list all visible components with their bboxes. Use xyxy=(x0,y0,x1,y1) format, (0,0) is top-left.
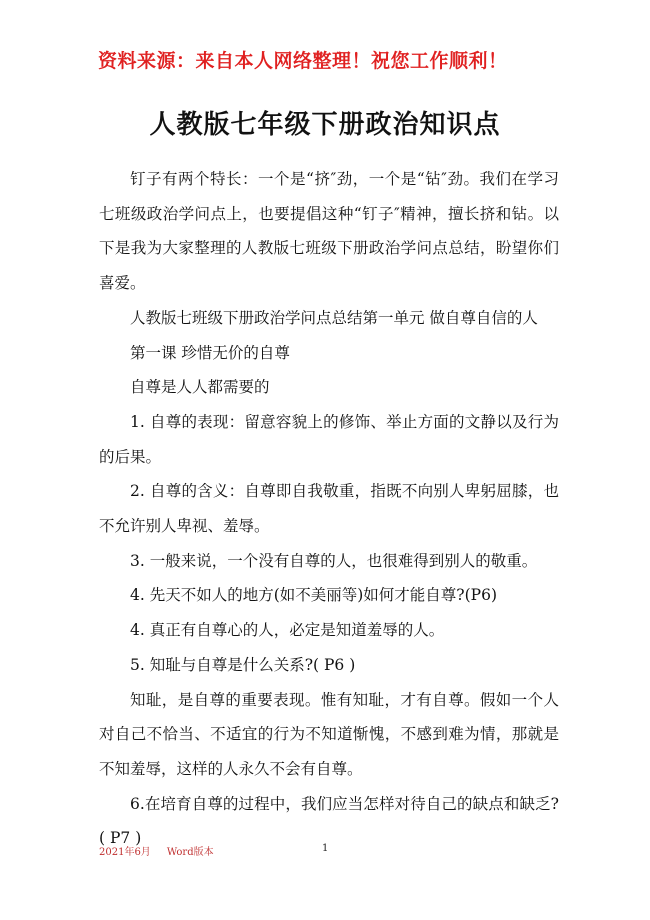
paragraph-item-4a: 4. 先天不如人的地方(如不美丽等)如何才能自尊?(P6) xyxy=(130,586,498,605)
paragraph-item-6: 6.在培育自尊的过程中，我们应当怎样对待自己的缺点和缺乏?( P7 ) xyxy=(99,794,559,848)
footer-info xyxy=(99,843,214,858)
document-body xyxy=(99,162,559,856)
paragraph-lesson-heading: 第一课 珍惜无价的自尊 xyxy=(130,343,290,362)
paragraph-section-heading: 自尊是人人都需要的 xyxy=(130,378,270,397)
paragraph-item-5: 5. 知耻与自尊是什么关系?( P6 ) xyxy=(130,655,356,674)
paragraph-unit-heading: 人教版七班级下册政治学问点总结第一单元 做自尊自信的人 xyxy=(130,308,538,327)
paragraph-item-2: 2. 自尊的含义：自尊即自我敬重，指既不向别人卑躬屈膝，也不允许别人卑视、羞辱。 xyxy=(99,482,559,536)
paragraph-item-3: 3. 一般来说，一个没有自尊的人，也很难得到别人的敬重。 xyxy=(130,551,538,570)
footer-date: 2021年6月 xyxy=(99,847,151,858)
paragraph-intro: 钉子有两个特长：一个是“挤″劲，一个是“钻″劲。我们在学习七班级政治学问点上，也要提倡这种“钉子″精神，擅长挤和钻。以下是我为大家整理的人教版七班级下册政治学问点总结，盼望你们喜爱。 xyxy=(99,170,559,293)
footer-edition: Word版本 xyxy=(166,847,214,858)
paragraph-item-5-answer: 知耻，是自尊的重要表现。惟有知耻，才有自尊。假如一个人对自己不恰当、不适宜的行为不知道惭愧，不感到难为情，那就是不知羞辱，这样的人永久不会有自尊。 xyxy=(99,690,559,778)
paragraph-item-4b: 4. 真正有自尊心的人，必定是知道羞辱的人。 xyxy=(130,621,445,640)
document-title: 人教版七年级下册政治知识点 xyxy=(149,110,501,140)
source-banner: 资料来源：来自本人网络整理！祝您工作顺利！ xyxy=(98,50,508,72)
footer-page-number: 1 xyxy=(322,843,329,854)
paragraph-item-1: 1. 自尊的表现：留意容貌上的修饰、举止方面的文静以及行为的后果。 xyxy=(99,412,559,466)
